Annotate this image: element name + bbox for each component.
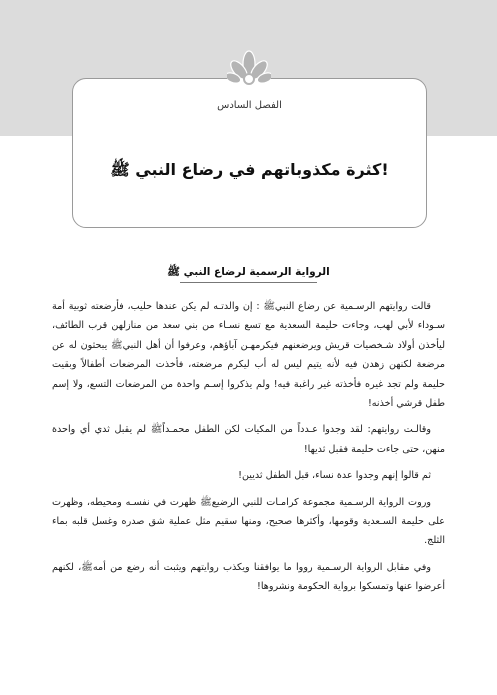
paragraph: وروت الرواية الرسـمية مجموعة كرامـات للنبي الرضيعﷺ ظهرت في نفسـه ومحيطه، وظهرت على حليمة السـعدية وقومها، وأكثرها صحيح، ومنها سقيم مثل عملية شق صدره وغسل قلبه بماء الثلج. <box>52 496 445 547</box>
chapter-title: كثرة مكذوباتهم في رضاع النبي ﷺ! <box>110 160 389 179</box>
paragraph: قالت روايتهم الرسـمية عن رضاع النبيﷺ : إن والدتـه لم يكن عندها حليب، فأرضعته ثوبية أمة سـوداء لأبي لهب، وجاءت حليمة السعدية مع تسع نسـاء من بني سعد من منازلهن قرب الطائف، ليأخذن أولاد شـخصيات قريش ويرضعنهم فيكرمهـن آباؤهم، وعرفوا أن أهل النبيﷺ يبحثون له عن مرضعة لكنهن زهدن فيه لأنه يتيم ليس له أب ليكرم مرضعته، فأخذت المرضعات أطفالاً وبقيت حليمة ولم تجد غيره فأخذته غير راغبة فيه! ولم يذكروا إسـم واحدة من المرضعات التسع، ولا إسم طفل قرشي أخذنه! <box>52 301 445 410</box>
section-heading: الرواية الرسمية لرضاع النبي ﷺ <box>167 266 330 278</box>
body-text <box>52 297 445 597</box>
chapter-label: الفصل السادس <box>217 100 282 111</box>
paragraph: وقالـت روايتهم: لقد وجدوا عـدداً من المكيات لكن الطفل محمـداًﷺ لم يقبل ثدي أي واحدة منهن، حتى جاءت حليمة فقبل ثديها! <box>52 424 445 455</box>
lotus-ornament-icon <box>227 48 271 88</box>
paragraph: ثم قالوا إنهم وجدوا عدة نساء، قبل الطفل ثديين! <box>238 470 431 482</box>
paragraph: وفي مقابل الرواية الرسـمية رووا ما يوافقنا ويكذب روايتهم ويثبت أنه رضع من أمهﷺ، لكنهم أعرضوا عنها وتمسكوا برواية الحكومة ونشروها! <box>52 561 445 593</box>
section-heading-underline <box>180 282 317 283</box>
